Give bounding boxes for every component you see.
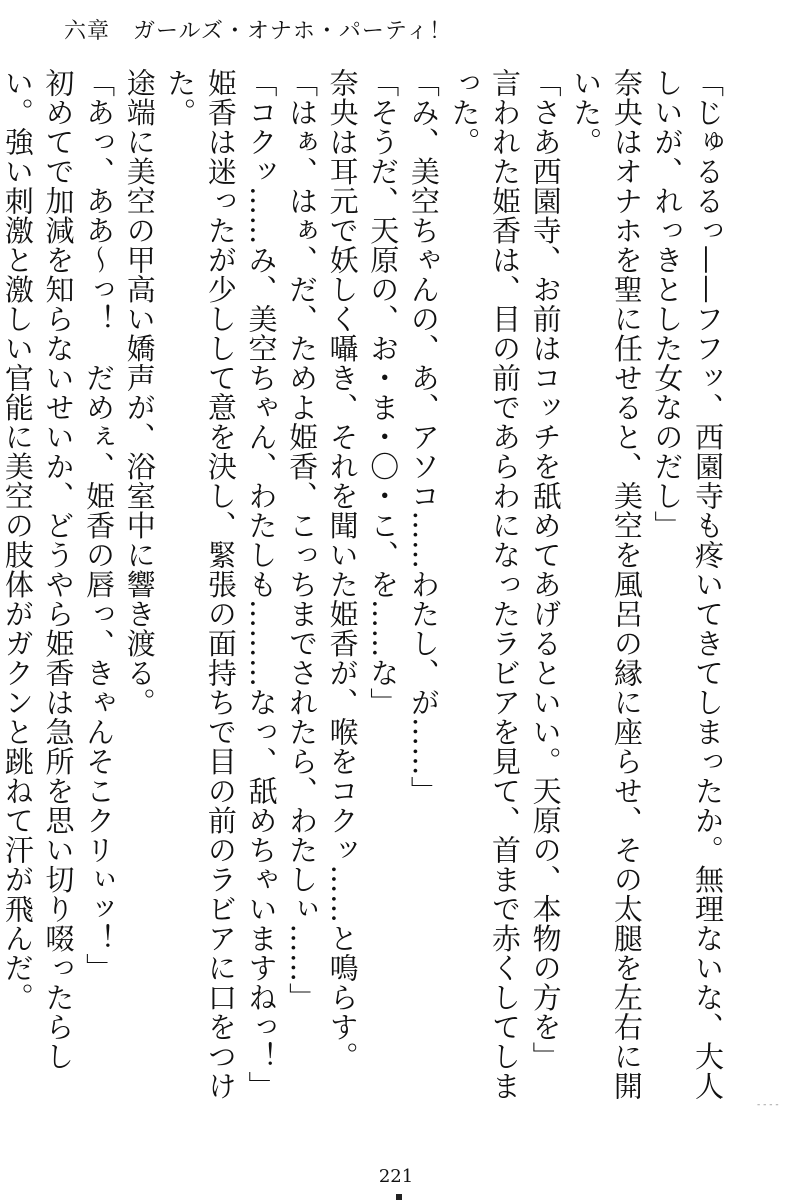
paragraph: 「あっ、ああ～っ！ だめぇ、姫香の唇っ、きゃんそこクリぃッ！」: [82, 68, 117, 983]
bleed-mark: [396, 1194, 402, 1200]
paragraph: 奈央はオナホを聖に任せると、美空を風呂の縁に座らせ、その太腿を左右に開いた。: [569, 68, 644, 1101]
paragraph: 途端に美空の甲高い嬌声が、浴室中に響き渡る。: [122, 68, 157, 717]
page-number: 221: [378, 1166, 414, 1187]
paragraph: 言われた姫香は、目の前であらわになったラビアを見て、首まで赤くしてしまった。: [447, 68, 523, 1101]
paragraph: 「じゅるるっ——フフッ、西園寺も疼いてきてしまったか。無理ないな、大人しいが、れっきとした女なのだし」: [650, 68, 725, 1101]
paragraph: 初めてで加減を知らないせいか、どうやら姫香は急所を思い切り啜ったらしい。強い刺激と激しい官能に美空の肢体がガクンと跳ねて汗が飛んだ。: [0, 68, 76, 1071]
paragraph: 「コクッ……み、美空ちゃん、わたしも………なっ、舐めちゃいますねっ！」: [244, 68, 279, 1101]
paragraph: 姫香は迷ったが少しして意を決し、緊張の面持ちで目の前のラビアに口をつけた。: [163, 68, 238, 1101]
body-text: [0, 68, 728, 1128]
paragraph: 「はぁ、はぁ、だ、ためよ姫香、こっちまでされたら、わたしぃ……」: [285, 68, 320, 1012]
margin-note: - - - -: [757, 1100, 779, 1110]
paragraph: 「さあ西園寺、お前はコッチを舐めてあげるといい。天原の、本物の方を」: [528, 68, 563, 1071]
paragraph: 「そうだ、天原の、お・ま・〇・こ、を……な」: [366, 68, 401, 717]
paragraph: 奈央は耳元で妖しく囁き、それを聞いた姫香が、喉をコクッ……と鳴らす。: [325, 68, 360, 1071]
paragraph: 「み、美空ちゃんの、あ、アソコ……わたし、が……」: [406, 68, 441, 806]
chapter-running-header: 六章 ガールズ・オナホ・パーティ！: [64, 19, 453, 44]
